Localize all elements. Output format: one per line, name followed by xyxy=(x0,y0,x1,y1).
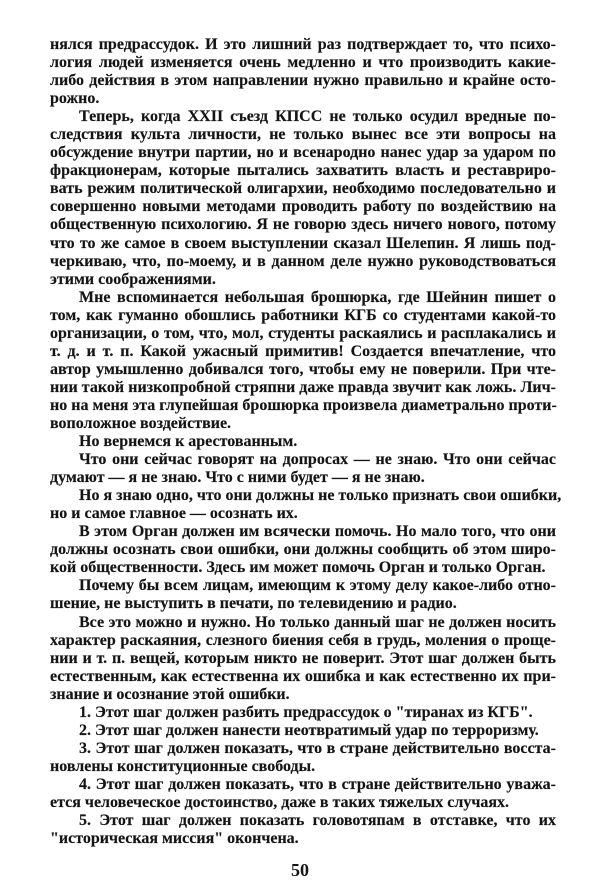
text-line: но и самое главное — осознать их. xyxy=(50,505,298,523)
text-line: 1. Этот шаг должен разбить предрассудок о "тиранах из КГБ". xyxy=(79,703,533,721)
paragraph xyxy=(50,108,556,288)
text-line: нии и т. п. вещей, которым никто не поверит. Этот шаг должен быть xyxy=(50,649,556,667)
text-line: том, как гуманно обошлись работники КГБ со студентами какой-то xyxy=(50,306,556,324)
text-line: что то же самое в своем выступлении сказал Шелепин. Я лишь под- xyxy=(50,234,556,252)
text-line: логия людей изменяется очень медленно и что производить какие- xyxy=(50,54,556,72)
paragraph xyxy=(50,722,556,740)
text-line: характер раскаяния, слезного биения себя в грудь, моления о проще- xyxy=(50,631,556,649)
text-line: Мне вспоминается небольшая брошюрка, где Шейнин пишет о xyxy=(79,288,556,306)
text-line: думают — я не знаю. Что с ними будет — я не знаю. xyxy=(50,469,425,487)
text-line: 5. Этот шаг должен показать головотяпам в отставке, что их xyxy=(79,812,556,830)
text-line: 2. Этот шаг должен нанести неотвратимый удар по терроризму. xyxy=(79,721,539,739)
text-line: либо действия в этом направлении нужно правильно и крайне осто- xyxy=(50,72,556,90)
text-line: кой общественности. Здесь им может помочь Орган и только Орган. xyxy=(50,559,546,577)
text-line: новлены конституционные свободы. xyxy=(50,757,316,775)
text-line: 4. Этот шаг должен показать, что в стране действительно уважа- xyxy=(79,775,556,793)
text-line: черкиваю, что, по-моему, и в данном деле нужно руководствоваться xyxy=(50,252,556,270)
paragraph xyxy=(50,36,556,108)
text-line: т. д. и т. п. Какой ужасный примитив! Создается впечатление, что xyxy=(50,342,556,360)
text-line: совершенно новыми методами проводить работу по воздействию на xyxy=(50,198,556,216)
paragraph xyxy=(50,577,556,613)
text-line: естественным, как естественна их ошибка и как естественно их при- xyxy=(50,667,556,685)
text-line: Но я знаю одно, что они должны не только признать свои ошибки, xyxy=(79,487,562,505)
text-line: нии такой низкопробной стряпни даже правда звучит как ложь. Лич- xyxy=(50,378,556,396)
paragraph xyxy=(50,289,556,433)
text-line: организации, о том, что, мол, студенты раскаялись и расплакались и xyxy=(50,324,556,342)
text-line: этими соображениями. xyxy=(50,270,216,288)
text-line: но на меня эта глупейшая брошюрка произвела диаметрально проти- xyxy=(50,396,557,414)
text-line: общественную психологию. Я не говорю здесь ничего нового, потому xyxy=(50,216,556,234)
paragraph xyxy=(50,614,556,704)
text-line: Почему бы всем лицам, имеющим к этому делу какое-либо отно- xyxy=(79,577,556,595)
page-body-text xyxy=(50,36,562,848)
text-line: Теперь, когда XXII съезд КПСС не только осудил вредные по- xyxy=(79,108,556,126)
text-line: Что они сейчас говорят на допросах — не знаю. Что они сейчас xyxy=(79,451,556,469)
text-line: фракционерам, которые пытались захватить власть и реставриро- xyxy=(50,162,556,180)
text-line: воположное воздействие. xyxy=(50,414,232,432)
paragraph xyxy=(50,812,556,848)
text-line: вать режим политической олигархии, необходимо последовательно и xyxy=(50,180,556,198)
text-line: В этом Орган должен им всячески помочь. Но мало того, что они xyxy=(79,523,556,541)
text-line: обсуждение внутри партии, но и всенародно нанес удар за ударом по xyxy=(50,144,556,162)
text-line: рожно. xyxy=(50,90,100,108)
paragraph xyxy=(50,740,556,776)
text-line: следствия культа личности, не только вынес все эти вопросы на xyxy=(50,126,556,144)
text-line: шение, не выступить в печати, по телевидению и радио. xyxy=(50,595,457,613)
text-line: Все это можно и нужно. Но только данный шаг не должен носить xyxy=(79,613,556,631)
text-line: 3. Этот шаг должен показать, что в стране действительно восста- xyxy=(79,739,556,757)
paragraph xyxy=(50,487,562,523)
text-line: Но вернемся к арестованным. xyxy=(79,433,298,451)
text-line: автор умышленно добивался того, чтобы ему не поверили. При чте- xyxy=(50,360,556,378)
text-line: знание и осознание этой ошибки. xyxy=(50,685,290,703)
text-line: "историческая миссия" окончена. xyxy=(50,830,299,848)
text-line: должны осознать свои ошибки, они должны сообщить об этом широ- xyxy=(50,541,556,559)
page-number: 50 xyxy=(291,860,309,880)
paragraph xyxy=(50,704,556,722)
paragraph xyxy=(50,776,556,812)
text-line: нялся предрассудок. И это лишний раз подтверждает то, что психо- xyxy=(50,36,556,53)
paragraph xyxy=(50,433,556,451)
text-line: ется человеческое достоинство, даже в таких тяжелых случаях. xyxy=(50,793,510,811)
paragraph xyxy=(50,451,556,487)
paragraph xyxy=(50,523,556,577)
